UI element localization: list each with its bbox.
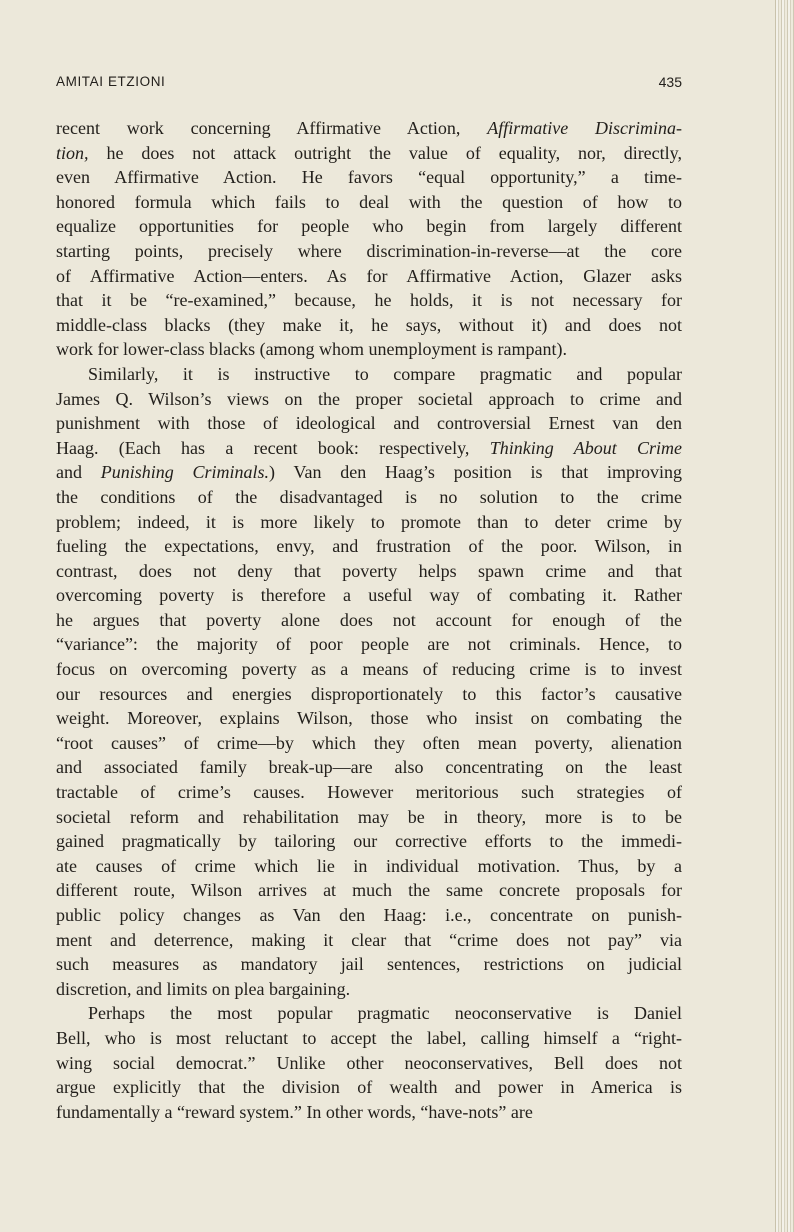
text-run: of Affirmative Action—enters. As for Affirmative Action, Glazer asks	[56, 265, 682, 286]
text-line	[56, 928, 682, 953]
paragraph	[56, 1001, 682, 1124]
text-run: tractable of crime’s causes. However meritorious such strategies of	[56, 782, 682, 803]
page-header	[56, 74, 696, 96]
text-run: “root causes” of crime—by which they often mean poverty, alienation	[56, 732, 682, 753]
text-line	[56, 165, 682, 190]
text-run: James Q. Wilson’s views on the proper societal approach to crime and	[56, 388, 682, 409]
italic-title: tion,	[56, 142, 89, 163]
text-line	[56, 952, 682, 977]
page-number: 435	[658, 74, 682, 90]
text-run: the conditions of the disadvantaged is no solution to the crime	[56, 486, 682, 507]
text-line	[56, 755, 682, 780]
text-line	[56, 510, 682, 535]
text-line	[56, 731, 682, 756]
text-line	[56, 805, 682, 830]
text-run: starting points, precisely where discrimination-in-reverse—at the core	[56, 240, 682, 261]
text-line	[56, 239, 682, 264]
text-line	[56, 362, 682, 387]
text-run: Haag. (Each has a recent book: respectively,	[56, 437, 490, 458]
text-line	[56, 1001, 682, 1026]
text-run: societal reform and rehabilitation may be in theory, more is to be	[56, 806, 682, 827]
text-line	[56, 583, 682, 608]
text-line	[56, 977, 682, 1002]
text-run: “variance”: the majority of poor people are not criminals. Hence, to	[56, 634, 682, 655]
text-line	[56, 632, 682, 657]
text-run: gained pragmatically by tailoring our corrective efforts to the immedi-	[56, 831, 682, 852]
text-line	[56, 313, 682, 338]
running-head: AMITAI ETZIONI	[56, 74, 166, 89]
text-run: overcoming poverty is therefore a useful way of combating it. Rather	[56, 585, 682, 606]
text-line	[56, 337, 682, 362]
text-line	[56, 829, 682, 854]
text-run: argue explicitly that the division of wealth and power in America is	[56, 1077, 682, 1098]
text-run: even Affirmative Action. He favors “equal opportunity,” a time-	[56, 167, 682, 188]
text-run: and	[56, 462, 101, 483]
text-run: public policy changes as Van den Haag: i.e., concentrate on punish-	[56, 905, 682, 925]
text-run: middle-class blacks (they make it, he says, without it) and does not	[56, 314, 682, 335]
text-line	[56, 387, 682, 412]
text-line	[56, 436, 682, 461]
text-line	[56, 1100, 682, 1125]
italic-title: Thinking About Crime	[489, 437, 682, 458]
text-run: recent work concerning Affirmative Action,	[56, 118, 488, 138]
text-run: ) Van den Haag’s position is that improving	[269, 462, 682, 483]
text-run: Bell, who is most reluctant to accept the label, calling himself a “right-	[56, 1027, 682, 1048]
text-line	[56, 264, 682, 289]
text-line	[56, 559, 682, 584]
text-run: such measures as mandatory jail sentences, restrictions on judicial	[56, 954, 682, 975]
italic-title: Punishing Criminals.	[100, 462, 270, 483]
text-run: fundamentally a “reward system.” In other words, “have-nots” are	[56, 1101, 533, 1122]
text-line	[56, 141, 682, 166]
text-line	[56, 116, 682, 141]
page-edge	[775, 0, 794, 1232]
text-line	[56, 903, 682, 928]
text-line	[56, 485, 682, 510]
text-run: problem; indeed, it is more likely to promote than to deter crime by	[56, 511, 682, 532]
text-line	[56, 534, 682, 559]
text-run: different route, Wilson arrives at much the same concrete proposals for	[56, 880, 682, 901]
text-line	[56, 878, 682, 903]
text-line	[56, 706, 682, 731]
text-run: work for lower-class blacks (among whom unemployment is rampant).	[56, 339, 568, 360]
text-line	[56, 854, 682, 879]
text-line	[56, 1075, 682, 1100]
text-line	[56, 1051, 682, 1076]
text-run: he does not attack outright the value of equality, nor, directly,	[88, 142, 682, 163]
text-line	[56, 1026, 682, 1051]
text-run: equalize opportunities for people who begin from largely different	[56, 216, 682, 237]
paragraph	[56, 362, 682, 1001]
text-line	[56, 190, 682, 215]
text-run: Similarly, it is instructive to compare pragmatic and popular	[88, 363, 682, 384]
text-run: he argues that poverty alone does not account for enough of the	[56, 609, 682, 630]
text-line	[56, 682, 682, 707]
text-run: ate causes of crime which lie in individual motivation. Thus, by a	[56, 855, 682, 876]
text-line	[56, 460, 682, 485]
text-line	[56, 411, 682, 436]
text-line	[56, 214, 682, 239]
text-run: ment and deterrence, making it clear that “crime does not pay” via	[56, 929, 682, 950]
text-line	[56, 780, 682, 805]
text-run: focus on overcoming poverty as a means of reducing crime is to invest	[56, 659, 682, 680]
text-line	[56, 657, 682, 682]
text-run: weight. Moreover, explains Wilson, those who insist on combating the	[56, 708, 682, 729]
body-text	[56, 116, 682, 1124]
text-run: contrast, does not deny that poverty helps spawn crime and that	[56, 560, 682, 581]
text-line	[56, 608, 682, 633]
text-line	[56, 288, 682, 313]
text-run: discretion, and limits on plea bargaining.	[56, 978, 351, 999]
text-run: and associated family break-up—are also concentrating on the least	[56, 757, 682, 778]
text-run: punishment with those of ideological and controversial Ernest van den	[56, 413, 682, 434]
text-run: honored formula which fails to deal with the question of how to	[56, 191, 682, 212]
text-run: that it be “re-examined,” because, he holds, it is not necessary for	[56, 290, 682, 311]
italic-title: Affirmative Discrimina-	[487, 118, 683, 138]
text-run: fueling the expectations, envy, and frustration of the poor. Wilson, in	[56, 536, 682, 557]
text-run: wing social democrat.” Unlike other neoconservatives, Bell does not	[56, 1052, 682, 1073]
text-run: Perhaps the most popular pragmatic neoconservative is Daniel	[88, 1003, 682, 1024]
text-run: our resources and energies disproportionately to this factor’s causative	[56, 683, 682, 704]
paragraph	[56, 116, 682, 362]
